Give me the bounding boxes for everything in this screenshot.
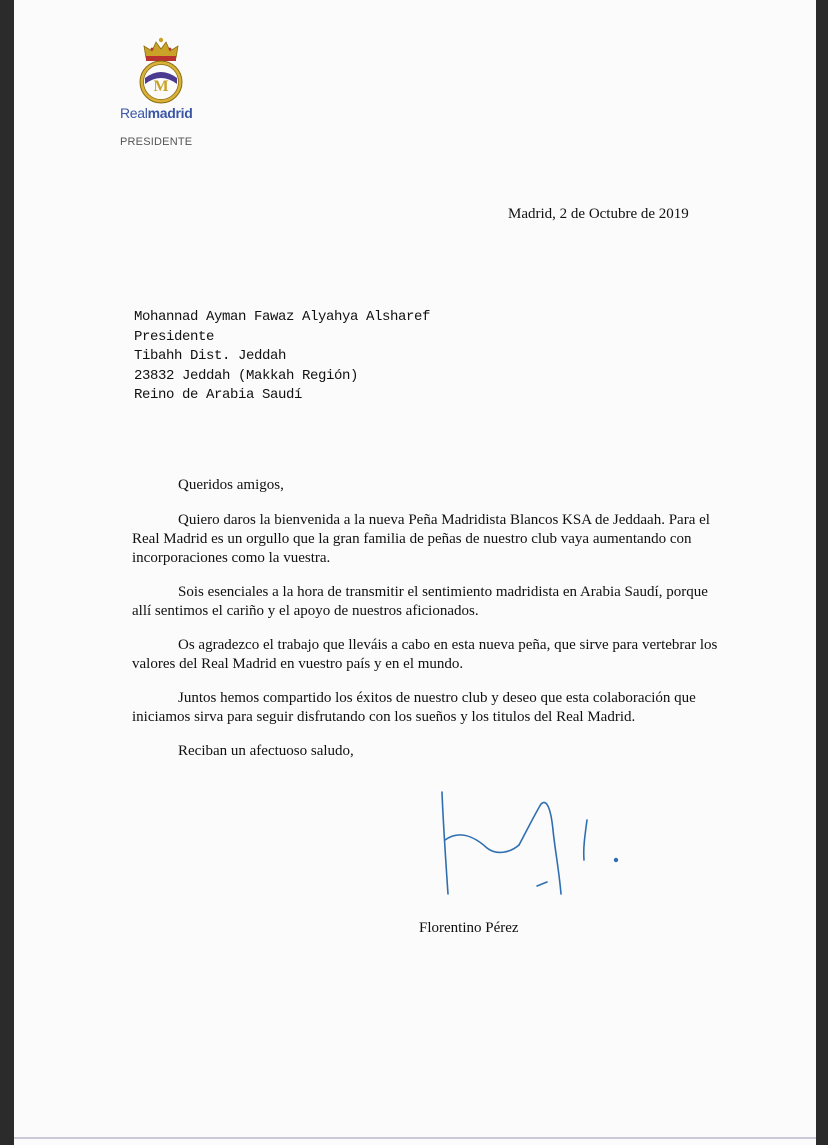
letter-date: Madrid, 2 de Octubre de 2019 <box>508 206 689 222</box>
paragraph: Sois esenciales a la hora de transmitir el sentimiento madridista en Arabia Saudí, porque allí sentimos el cariño y el apoyo de nuestros aficionados. <box>132 584 708 619</box>
recipient-address <box>134 308 430 406</box>
handwritten-signature <box>419 790 629 900</box>
real-madrid-crest-icon <box>132 36 190 106</box>
brand-madrid: madrid <box>147 105 193 121</box>
recipient-street: Tibahh Dist. Jeddah <box>134 348 287 364</box>
brand-logotype <box>120 105 192 121</box>
recipient-country: Reino de Arabia Saudí <box>134 387 303 403</box>
salutation: Queridos amigos, <box>178 477 284 493</box>
paragraph: Os agradezco el trabajo que lleváis a cabo en esta nueva peña, que sirve para vertebrar los valores del Real Madrid en vuestro país y en el mundo. <box>132 637 718 672</box>
letter-body <box>132 476 718 776</box>
recipient-name: Mohannad Ayman Fawaz Alyahya Alsharef <box>134 309 431 325</box>
page-bottom-line <box>14 1137 816 1139</box>
paragraph: Juntos hemos compartido los éxitos de nuestro club y deseo que esta colaboración que iniciamos sirva para seguir disfrutando con los sueños y los titulos del Real Madrid. <box>132 690 696 725</box>
brand-real: Real <box>120 105 148 121</box>
closing: Reciban un afectuoso saludo, <box>178 743 354 759</box>
signer-name: Florentino Pérez <box>419 920 519 936</box>
paragraph: Quiero daros la bienvenida a la nueva Peña Madridista Blancos KSA de Jeddaah. Para el Real Madrid es un orgullo que la gran familia de peñas de nuestro club vaya aumentando con incorporaciones como la vuestra. <box>132 512 710 566</box>
recipient-city: 23832 Jeddah (Makkah Región) <box>134 367 359 384</box>
svg-text:M: M <box>153 78 169 95</box>
letterhead-role: PRESIDENTE <box>120 136 193 148</box>
letter-page <box>14 0 816 1145</box>
recipient-title: Presidente <box>134 328 215 345</box>
